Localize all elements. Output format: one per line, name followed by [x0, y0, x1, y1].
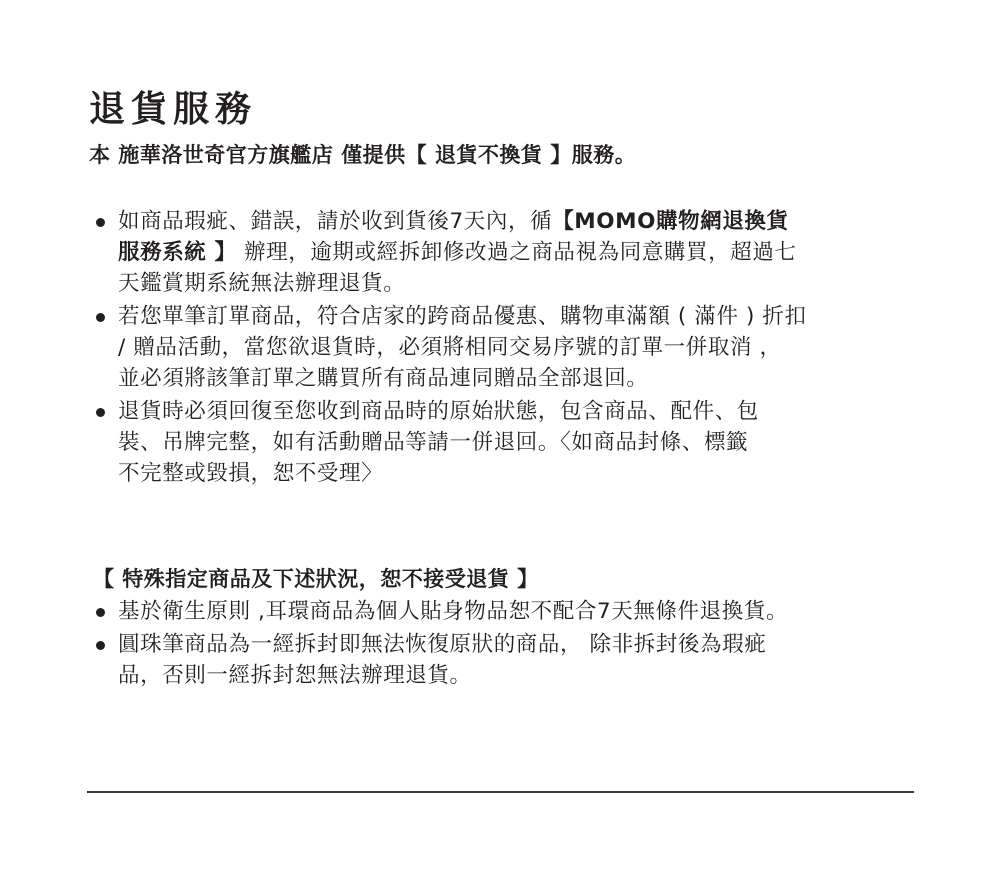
policy-line: 天鑑賞期系統無法辦理退貨。 [118, 271, 406, 296]
return-policy-list [96, 206, 926, 491]
policy-line: 並必須將該筆訂單之購買所有商品連同贈品全部退回。 [118, 366, 649, 391]
system-name-bold: 【MOMO購物網退換貨 [552, 209, 789, 234]
bullet-icon [96, 641, 105, 650]
bullet-icon [96, 408, 105, 417]
policy-item-original-condition [96, 396, 926, 489]
bottom-divider [87, 791, 914, 793]
policy-item-promotion [96, 301, 926, 394]
policy-line: 服務系統 】 辦理，逾期或經拆卸修改過之商品視為同意購買，超過七 [118, 240, 797, 265]
bullet-icon [96, 313, 105, 322]
page-subtitle: 本 施華洛世奇官方旗艦店 僅提供【 退貨不換貨 】服務。 [89, 143, 637, 167]
special-item-earrings [96, 596, 926, 627]
policy-line: 若您單筆訂單商品，符合店家的跨商品優惠、購物車滿額 ( 滿件 ) 折扣 [118, 304, 807, 329]
bullet-icon [96, 608, 105, 617]
special-line: 品，否則一經拆封恕無法辦理退貨。 [118, 663, 472, 688]
special-line: 圓珠筆商品為一經拆封即無法恢復原狀的商品， 除非拆封後為瑕疵 [118, 632, 767, 657]
policy-line: 退貨時必須回復至您收到商品時的原始狀態，包含商品、配件、包 [118, 399, 759, 424]
policy-line: 不完整或毀損，恕不受理〉 [118, 461, 384, 486]
special-items-list [96, 596, 926, 693]
policy-line: 裝、吊牌完整，如有活動贈品等請一併退回。〈如商品封條、標籤 [118, 430, 749, 455]
policy-line: 如商品瑕疵、錯誤，請於收到貨後7天內，循【MOMO購物網退換貨 [118, 209, 789, 234]
special-item-pen [96, 629, 926, 691]
bullet-icon [96, 218, 105, 227]
page-title: 退貨服務 [89, 89, 258, 130]
special-line: 基於衛生原則 ,耳環商品為個人貼身物品恕不配合7天無條件退換貨。 [118, 599, 789, 624]
system-name-bold: 服務系統 】 [118, 240, 237, 265]
special-section-heading: 【 特殊指定商品及下述狀況，恕不接受退貨 】 [93, 567, 539, 591]
policy-item-defect [96, 206, 926, 299]
policy-line: / 贈品活動，當您欲退貨時，必須將相同交易序號的訂單一併取消 ， [118, 335, 782, 360]
